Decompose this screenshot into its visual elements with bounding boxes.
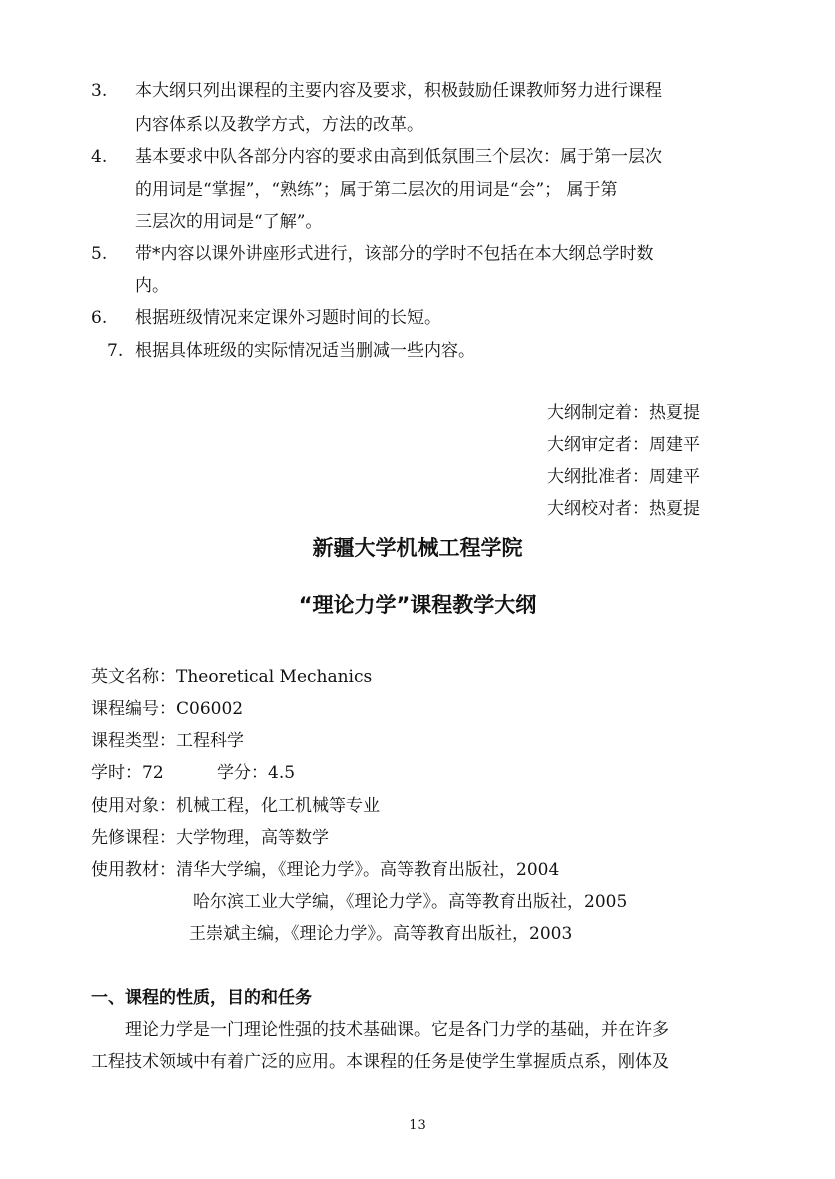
course-code: 课程编号：C06002 [91, 699, 244, 719]
note-number: 6. [91, 308, 108, 328]
note-text: 内。 [135, 276, 169, 296]
textbook-line: 哈尔滨工业大学编，《理论力学》。高等教育出版社，2005 [193, 892, 628, 912]
course-audience: 使用对象：机械工程，化工机械等专业 [91, 796, 380, 816]
signature-line: 大纲制定着：热夏提 [547, 403, 700, 423]
english-name: 英文名称：Theoretical Mechanics [91, 667, 373, 687]
note-text: 的用词是“掌握”，“熟练”；属于第二层次的用词是“会”； 属于第 [135, 180, 618, 200]
page-number: 13 [409, 1118, 426, 1133]
note-number: 5. [91, 244, 108, 264]
course-hours: 学时：72 [91, 763, 164, 783]
note-text: 基本要求中队各部分内容的要求由高到低氛围三个层次：属于第一层次 [135, 147, 662, 167]
school-title: 新疆大学机械工程学院 [312, 536, 523, 560]
note-number: 7. [107, 341, 124, 361]
note-text: 三层次的用词是“了解”。 [135, 212, 323, 232]
note-text: 内容体系以及教学方式，方法的改革。 [135, 115, 424, 135]
note-text: 本大纲只列出课程的主要内容及要求，积极鼓励任课教师努力进行课程 [135, 81, 662, 101]
note-text: 带*内容以课外讲座形式进行，该部分的学时不包括在本大纲总学时数 [135, 244, 654, 264]
course-prerequisites: 先修课程：大学物理，高等数学 [91, 828, 329, 848]
course-credits: 学分：4.5 [217, 763, 296, 783]
paragraph-line: 工程技术领域中有着广泛的应用。本课程的任务是使学生掌握质点系，刚体及 [91, 1052, 669, 1072]
section-heading: 一、课程的性质，目的和任务 [91, 988, 312, 1008]
document-title: “理论力学”课程教学大纲 [298, 593, 537, 617]
note-text: 根据具体班级的实际情况适当删减一些内容。 [135, 341, 475, 361]
signature-line: 大纲批准者：周建平 [547, 467, 700, 487]
note-number: 4. [91, 147, 108, 167]
textbook-line: 王崇斌主编，《理论力学》。高等教育出版社，2003 [189, 924, 573, 944]
note-text: 根据班级情况来定课外习题时间的长短。 [135, 308, 441, 328]
signature-line: 大纲审定者：周建平 [547, 435, 700, 455]
course-type: 课程类型：工程科学 [91, 731, 244, 751]
signature-line: 大纲校对者：热夏提 [547, 499, 700, 519]
textbook-line: 使用教材：清华大学编，《理论力学》。高等教育出版社，2004 [91, 860, 560, 880]
note-number: 3. [91, 81, 108, 101]
paragraph-line: 理论力学是一门理论性强的技术基础课。它是各门力学的基础，并在许多 [125, 1020, 669, 1040]
